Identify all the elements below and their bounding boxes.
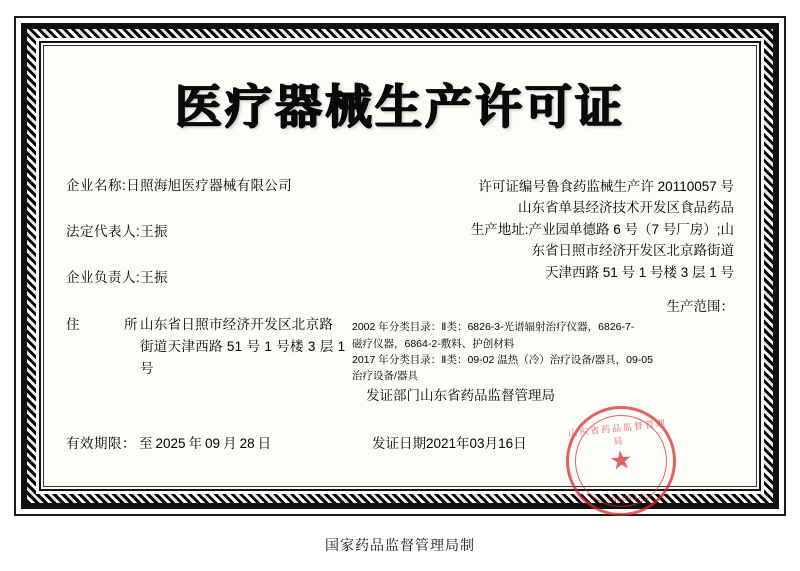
production-address-line-3: 天津西路 51 号 1 号楼 3 层 1 号 [544,265,734,281]
validity-month-unit: 月 [223,436,237,451]
seal-top-text: 山东省药品监督管理局 [567,418,668,447]
address-value: 山东省日照市经济开发区北京路街道天津西路 51 号 1 号楼 3 层 1 号 [140,317,346,376]
issue-date-label: 发证日期 [372,436,426,451]
license-number-value: 鲁食药监械生产许 20110057 号 [545,178,734,194]
address-label-char-2: 所 [124,317,138,333]
left-column [46,176,346,398]
company-name-label: 企业名称: [66,177,127,193]
validity-day-value: 28 [239,436,255,451]
issuing-department-label: 发证部门 [366,388,420,403]
scope-line-3: 2017 年分类目录：Ⅱ类：09-02 温热（冷）治疗设备/器具，09-05 [352,353,653,366]
star-icon: ★ [607,443,635,477]
validity-period [66,432,366,452]
certificate-content [46,44,754,505]
validity-day-unit: 日 [257,436,272,451]
scope-line-4: 治疗设备/器具 [352,370,418,383]
issue-date-month-value: 03 [469,436,485,451]
production-address-value: :产业园单德路 6 号（7 号厂房）;山 [524,221,734,237]
seal-bottom-text: 7010032 [606,491,644,505]
validity-month-value: 09 [205,436,221,451]
document-footer: 国家药品监督管理局制 [325,537,475,553]
scope-line-1: 2002 年分类目录：Ⅱ类：6826-3-光谱辐射治疗仪器，6826-7- [352,321,635,334]
production-address-label: 生产地址 [470,221,525,237]
scope-line-2: 磁疗仪器，6864-2-敷料、护创材料 [352,337,515,350]
company-name-value: 日照海旭医疗器械有限公司 [126,177,292,193]
issue-date-day-unit: 日 [513,436,527,451]
issuing-department-value: 山东省药品监督管理局 [420,388,555,403]
production-address-line [352,219,734,241]
issuing-department-row [366,384,555,404]
field-address [66,314,346,379]
legal-representative-value: 王振 [140,223,168,239]
license-number-line-2: 山东省单县经济技术开发区食品药品 [518,200,734,216]
validity-year-unit: 年 [188,436,203,451]
certificate-body [46,176,754,398]
responsible-person-label: 企业负责人: [66,270,141,286]
address-label-char-1: 住 [66,317,80,333]
certificate-title: 医疗器械生产许可证 [175,80,625,135]
issue-date-day-value: 16 [498,436,514,451]
license-number-label: 许可证编号 [478,178,546,194]
production-address-line-2: 东省日照市经济开发区北京路街道 [531,243,734,259]
issue-date [366,432,754,452]
right-column [346,176,734,398]
issue-date-month-unit: 月 [484,436,499,451]
validity-to: 至 [139,436,153,451]
validity-year-value: 2025 [155,436,186,451]
address-label [66,314,140,336]
field-company-name [66,176,346,196]
responsible-person-value: 王振 [140,270,168,286]
issue-date-year-unit: 年 [456,436,470,451]
field-responsible-person [66,268,346,288]
issue-date-year-value: 2021 [426,436,457,451]
legal-representative-label: 法定代表人: [66,223,141,239]
validity-label: 有效期限： [66,436,136,451]
production-scope-label: 生产范围： [666,298,734,314]
license-number-line [352,176,734,198]
field-legal-representative [66,222,346,242]
production-scope-text [352,319,734,384]
